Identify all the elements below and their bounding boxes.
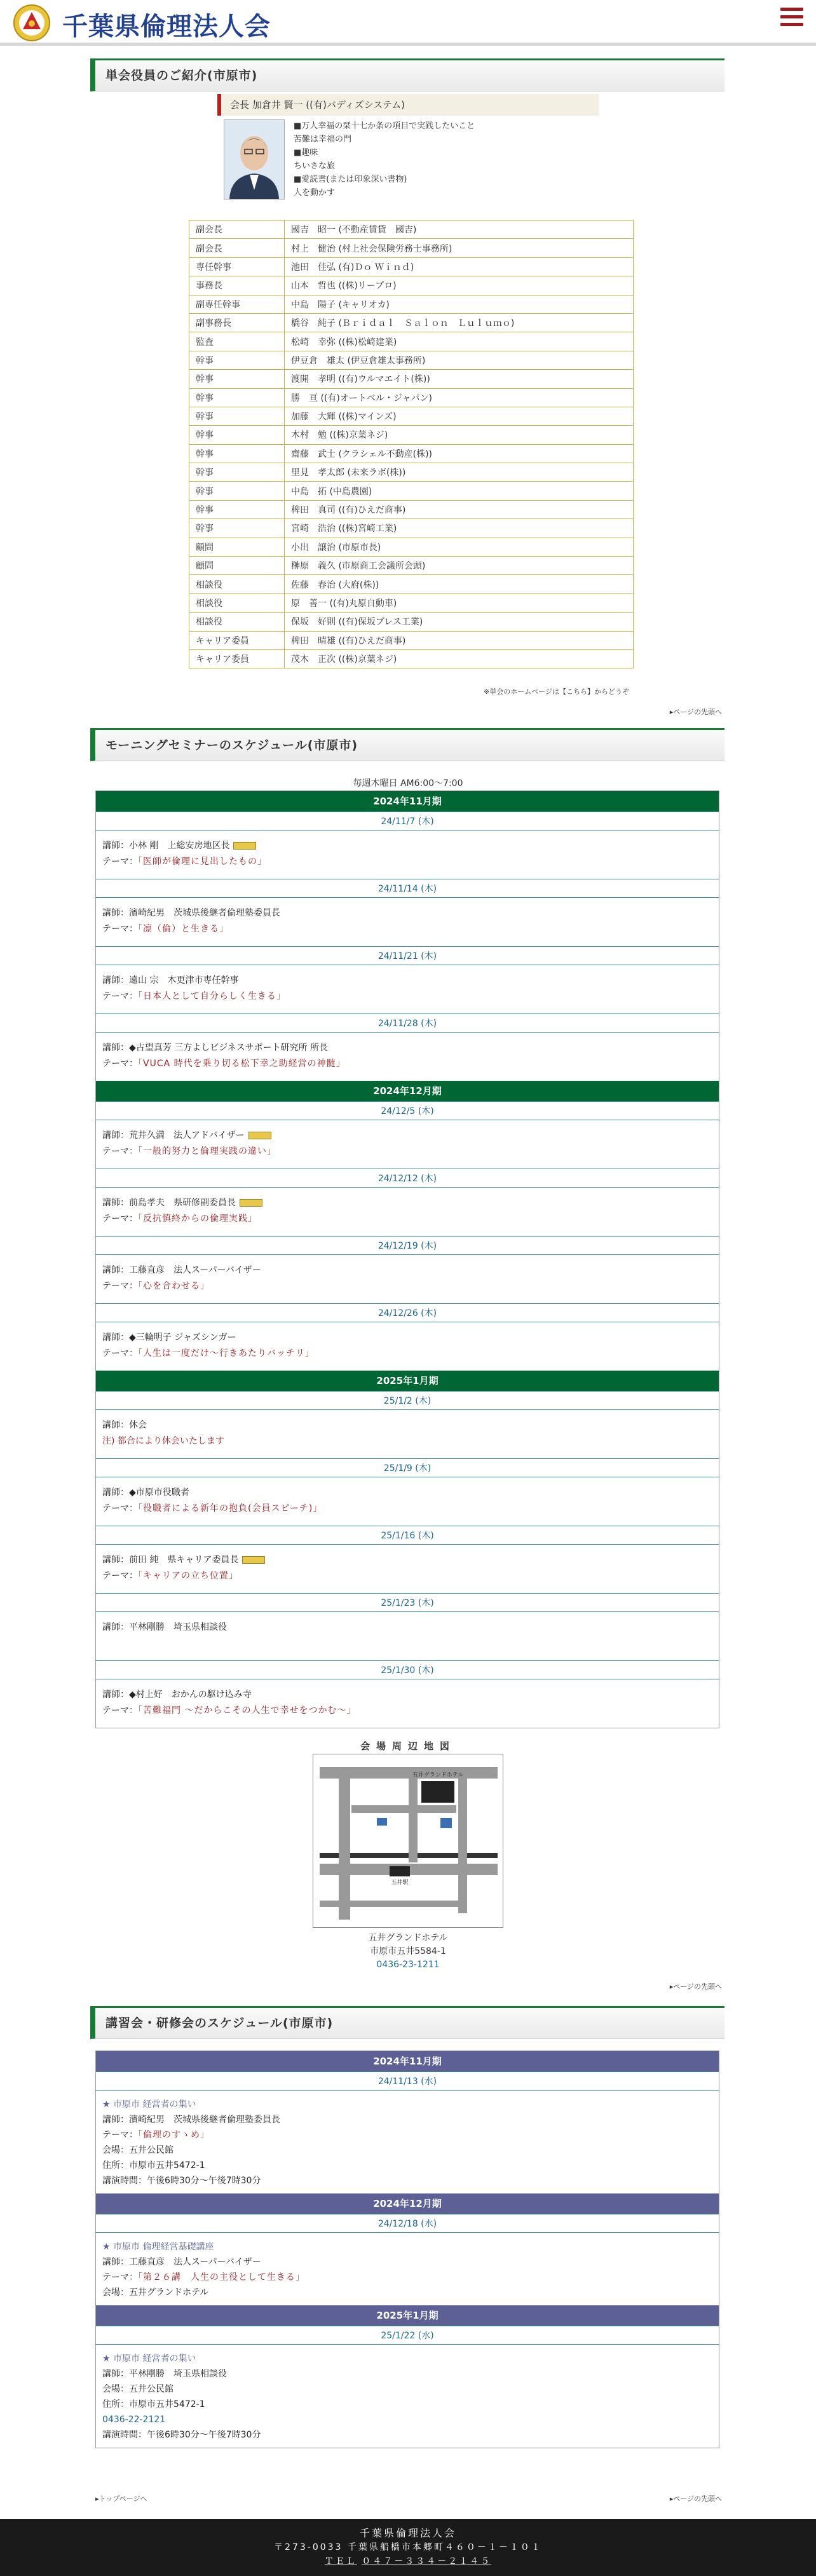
- map-station-label: 五井駅: [391, 1880, 409, 1886]
- officer-role: 幹事: [189, 500, 285, 519]
- officer-name: 山本 哲也 ((株)リープロ): [285, 276, 634, 295]
- officer-name: 榊原 義久 (市原商工会議所会頭): [285, 557, 634, 575]
- theme-text: 「反抗慎終からの倫理実践」: [138, 1214, 257, 1224]
- speaker-text: 講師：荒井久満 法人アドバイザー: [102, 1130, 245, 1141]
- officer-role: キャリア委員: [189, 631, 285, 649]
- profile-badge-icon[interactable]: [233, 842, 256, 850]
- theme-text: 「人生は一度だけ～行きあたりバッチリ」: [138, 1348, 315, 1359]
- event-speaker: [102, 1128, 712, 1144]
- officers-section: [90, 58, 724, 719]
- theme-text: 「医師が倫理に見出したもの」: [138, 857, 267, 867]
- homepage-note[interactable]: ※単会のホームページは【こちら】からどうぞ: [484, 688, 629, 696]
- theme-text: 「第２６講 人生の主役として生きる」: [138, 2272, 305, 2282]
- officer-row: [189, 220, 634, 239]
- theme-label: テーマ：: [102, 1214, 138, 1224]
- officer-row: [189, 593, 634, 612]
- officer-role: 専任幹事: [189, 257, 285, 276]
- event-detail[interactable]: 0436-22-2121: [102, 2415, 166, 2425]
- event-body: [96, 1033, 719, 1081]
- venue-address: 市原市五井5584-1: [370, 1946, 446, 1956]
- speaker-text: 講師：休会: [102, 1420, 147, 1430]
- event-date: 24/11/14 (木): [96, 879, 719, 898]
- officer-role: 幹事: [189, 463, 285, 482]
- event-theme: [102, 921, 712, 937]
- event-body: [96, 830, 719, 879]
- month-header: 2024年12月期: [96, 2193, 719, 2214]
- officer-name: 保坂 好則 ((有)保坂プレス工業): [285, 613, 634, 631]
- officer-name: 伊豆倉 雄太 (伊豆倉雄太事務所): [285, 351, 634, 369]
- month-header: 2024年11月期: [96, 791, 719, 811]
- officer-row: [189, 575, 634, 593]
- event-date: 24/12/18 (水): [96, 2214, 719, 2233]
- section-title: 講習会・研修会のスケジュール(市原市): [90, 2006, 724, 2039]
- event-detail: [102, 2127, 712, 2143]
- event-date: 24/11/21 (木): [96, 946, 719, 965]
- officer-row: [189, 538, 634, 556]
- officer-row: [189, 370, 634, 388]
- officer-row: [189, 295, 634, 313]
- morning-schedule-table: [95, 790, 719, 1728]
- event-speaker: [102, 1040, 712, 1056]
- officer-row: [189, 426, 634, 444]
- month-header: 2024年11月期: [96, 2051, 719, 2071]
- officer-row: [189, 276, 634, 295]
- seminar-subtitle: 毎週木曜日 AM6:00～7:00: [353, 778, 463, 789]
- officer-name: 村上 健治 (村上社会保険労務士事務所): [285, 239, 634, 257]
- officer-name: 稗田 晴雄 ((有)ひえだ商事): [285, 631, 634, 649]
- officers-table: [189, 220, 634, 668]
- event-speaker: [102, 1330, 712, 1346]
- officer-row: [189, 631, 634, 649]
- theme-text: 「一般的努力と倫理実践の違い」: [138, 1146, 276, 1156]
- event-theme: [102, 1211, 712, 1227]
- officer-name: 中島 陽子 (キャリオカ): [285, 295, 634, 313]
- theme-text: 「キャリアの立ち位置」: [138, 1571, 238, 1581]
- venue-name: 五井グランドホテル: [368, 1933, 448, 1943]
- profile-badge-icon[interactable]: [242, 1556, 265, 1564]
- theme-text: 「倫理のすゝめ」: [138, 2130, 210, 2140]
- event-date: 25/1/30 (木): [96, 1660, 719, 1679]
- lecture-section: [90, 2006, 724, 2044]
- officer-name: 中島 拓 (中島農園): [285, 482, 634, 500]
- event-title-link[interactable]: ★ 市原市 経営者の集い: [102, 2354, 196, 2364]
- officer-row: [189, 388, 634, 407]
- officer-name: 木村 勉 ((株)京葉ネジ): [285, 426, 634, 444]
- president-photo: [224, 119, 285, 200]
- officer-row: [189, 257, 634, 276]
- event-date: 25/1/16 (木): [96, 1526, 719, 1545]
- event-detail: 講師：平林剛勝 埼玉県相談役: [102, 2369, 227, 2379]
- speaker-text: 講師：前島孝夫 県研修副委員長: [102, 1198, 236, 1208]
- officer-name: 勝 亘 ((有)オートベル・ジャパン): [285, 388, 634, 407]
- top-page-link[interactable]: ▸トップページへ: [95, 2495, 147, 2503]
- speaker-text: 講師：濱崎紀男 茨城県後継者倫理塾委員長: [102, 908, 280, 918]
- footer-address: 〒273-0033 千葉県船橋市本郷町４６０－１－１０１: [274, 2542, 542, 2552]
- officer-role: 幹事: [189, 351, 285, 369]
- officer-role: 副会長: [189, 239, 285, 257]
- page-top-link[interactable]: ▸ページの先頭へ: [669, 2495, 722, 2503]
- event-speaker: [102, 1195, 712, 1211]
- officer-name: 宮崎 浩治 ((株)宮崎工業): [285, 519, 634, 538]
- officer-row: [189, 613, 634, 631]
- event-theme: [102, 1278, 712, 1294]
- logo-icon[interactable]: [13, 4, 51, 42]
- speaker-text: 講師：遠山 宗 木更津市専任幹事: [102, 975, 239, 986]
- event-theme: 注) 都合により休会いたします: [102, 1436, 224, 1446]
- officer-row: [189, 649, 634, 668]
- president-description: ■万人幸福の栞十七か条の項目で実践したいこと 苦難は幸福の門 ■趣味 ちいさな旅 ■愛読書(または印象深い書物) 人を動かす: [294, 121, 475, 198]
- officer-role: 幹事: [189, 388, 285, 407]
- event-body: [96, 1188, 719, 1236]
- event-detail: 会場：五井公民館: [102, 2145, 173, 2155]
- event-speaker: [102, 1485, 712, 1501]
- theme-label: テーマ：: [102, 1705, 138, 1716]
- venue-map[interactable]: [313, 1754, 503, 1928]
- venue-phone[interactable]: 0436-23-1211: [376, 1960, 440, 1970]
- profile-badge-icon[interactable]: [248, 1132, 271, 1139]
- event-detail: 住所：市原市五井5472-1: [102, 2399, 205, 2410]
- officer-role: 幹事: [189, 444, 285, 463]
- event-theme: [102, 1144, 712, 1160]
- speaker-text: 講師：平林剛勝 埼玉県相談役: [102, 1622, 227, 1632]
- theme-text: 「役職者による新年の抱負(会員スピーチ)」: [138, 1503, 323, 1514]
- officer-role: 顧問: [189, 557, 285, 575]
- site-header: [0, 0, 816, 46]
- page-top-link[interactable]: ▸ページの先頭へ: [669, 1983, 722, 1991]
- theme-label: テーマ：: [102, 1146, 138, 1156]
- officer-role: 相談役: [189, 593, 285, 612]
- event-title-link[interactable]: ★ 市原市 倫理経営基礎講座: [102, 2242, 214, 2252]
- theme-label: テーマ：: [102, 1571, 138, 1581]
- officer-row: [189, 313, 634, 332]
- officer-role: 副専任幹事: [189, 295, 285, 313]
- event-body: [96, 965, 719, 1013]
- speaker-text: 講師：◆古望真芳 三方よしビジネスサポート研究所 所長: [102, 1043, 328, 1053]
- event-speaker: [102, 1418, 712, 1434]
- event-date: 24/11/7 (木): [96, 811, 719, 830]
- theme-text: 「凛（倫）と生きる」: [138, 924, 229, 934]
- officer-name: 齋藤 武士 (クラシェル不動産(株)): [285, 444, 634, 463]
- event-date: 24/11/13 (水): [96, 2071, 719, 2091]
- month-header: 2024年12月期: [96, 1081, 719, 1101]
- event-body: [96, 2345, 719, 2448]
- event-body: [96, 1322, 719, 1371]
- event-date: 24/12/26 (木): [96, 1303, 719, 1322]
- event-detail: 会場：五井グランドホテル: [102, 2288, 209, 2298]
- officer-role: 幹事: [189, 370, 285, 388]
- theme-label: テーマ：: [102, 857, 138, 867]
- event-date: 24/12/12 (木): [96, 1169, 719, 1188]
- officer-role: キャリア委員: [189, 649, 285, 668]
- event-body: [96, 1545, 719, 1593]
- theme-label: テーマ：: [102, 1348, 138, 1359]
- event-detail: 住所：市原市五井5472-1: [102, 2160, 205, 2171]
- section-title: 単会役員のご紹介(市原市): [90, 58, 724, 92]
- theme-label: テーマ：: [102, 924, 138, 934]
- event-body: [96, 1255, 719, 1303]
- event-speaker: [102, 973, 712, 989]
- president-name: 会長 加倉井 賢一 ((有)バディズシステム): [217, 94, 599, 116]
- event-body: [96, 2091, 719, 2193]
- event-body: [96, 2233, 719, 2305]
- theme-label: テーマ：: [102, 1503, 138, 1514]
- officer-row: [189, 557, 634, 575]
- event-theme: [102, 1501, 712, 1517]
- officer-role: 顧問: [189, 538, 285, 556]
- officer-name: 國吉 昭一 (不動産賃貸 國吉): [285, 220, 634, 239]
- event-speaker: [102, 905, 712, 921]
- month-header: 2025年1月期: [96, 1371, 719, 1391]
- event-speaker: [102, 1687, 712, 1703]
- event-detail: 講演時間：午後6時30分～午後7時30分: [102, 2176, 261, 2186]
- officer-row: [189, 239, 634, 257]
- event-theme: [102, 989, 712, 1005]
- theme-text: 「日本人として自分らしく生きる」: [138, 991, 286, 1001]
- section-title: モーニングセミナーのスケジュール(市原市): [90, 728, 724, 761]
- event-body: [96, 1410, 719, 1458]
- lecture-schedule-table: [95, 2051, 719, 2448]
- event-detail: 講師：工藤直彦 法人スーパーバイザー: [102, 2257, 261, 2267]
- officer-name: 原 善一 ((有)丸原自動車): [285, 593, 634, 612]
- event-date: 25/1/23 (木): [96, 1593, 719, 1612]
- officer-name: 茂木 正次 ((株)京葉ネジ): [285, 649, 634, 668]
- officer-role: 幹事: [189, 426, 285, 444]
- officer-row: [189, 519, 634, 538]
- officer-name: 里見 孝太郎 (未来ラボ(株)): [285, 463, 634, 482]
- officer-role: 監査: [189, 332, 285, 351]
- officer-name: 小出 譲治 (市原市長): [285, 538, 634, 556]
- page-top-link[interactable]: ▸ページの先頭へ: [669, 708, 722, 716]
- event-speaker: [102, 1620, 712, 1636]
- footer-org: 千葉県倫理法人会: [359, 2527, 456, 2539]
- theme-label: テーマ：: [102, 2130, 138, 2140]
- theme-label: テーマ：: [102, 1281, 138, 1291]
- event-detail: 会場：五井公民館: [102, 2384, 173, 2394]
- event-theme: [102, 1703, 712, 1719]
- event-title-link[interactable]: ★ 市原市 経営者の集い: [102, 2099, 196, 2110]
- officer-role: 幹事: [189, 519, 285, 538]
- officer-row: [189, 500, 634, 519]
- event-body: [96, 1120, 719, 1169]
- footer-phone[interactable]: ＴＥＬ ０４７－３３４－２１４５: [324, 2556, 492, 2566]
- event-date: 24/11/28 (木): [96, 1013, 719, 1033]
- map-hotel-label: 五井グランドホテル: [412, 1772, 464, 1779]
- theme-label: テーマ：: [102, 991, 138, 1001]
- event-theme: [102, 1056, 712, 1072]
- event-detail: [102, 2270, 712, 2285]
- event-date: 25/1/2 (木): [96, 1391, 719, 1410]
- officer-name: 池田 佳弘 (有)Ｄｏ Ｗｉｎｄ): [285, 257, 634, 276]
- theme-label: テーマ：: [102, 1059, 138, 1069]
- officer-name: 橋谷 純子 (Ｂｒｉｄａｌ Ｓａｌｏｎ Ｌｕｌｕｍｏ): [285, 313, 634, 332]
- event-date: 25/1/22 (水): [96, 2326, 719, 2345]
- event-body: [96, 1477, 719, 1526]
- officer-role: 副会長: [189, 220, 285, 239]
- event-theme: [102, 1568, 712, 1584]
- event-speaker: [102, 1263, 712, 1278]
- event-theme: [102, 854, 712, 870]
- footer: [0, 2519, 816, 2576]
- officer-row: [189, 351, 634, 369]
- officer-row: [189, 332, 634, 351]
- theme-text: 「苦難福門 ～だからこその人生で幸せをつかむ～」: [138, 1705, 357, 1716]
- month-header: 2025年1月期: [96, 2305, 719, 2326]
- officer-role: 副事務長: [189, 313, 285, 332]
- officer-row: [189, 463, 634, 482]
- event-speaker: [102, 838, 712, 854]
- theme-label: テーマ：: [102, 2272, 138, 2282]
- event-date: 24/12/5 (木): [96, 1101, 719, 1120]
- event-detail: 講師：濱崎紀男 茨城県後継者倫理塾委員長: [102, 2115, 280, 2125]
- site-title[interactable]: 千葉県倫理法人会: [62, 12, 271, 41]
- officer-name: 渡開 孝明 ((有)ウルマエイト(株)): [285, 370, 634, 388]
- officer-row: [189, 407, 634, 425]
- officer-name: 加藤 大輝 ((株)マインズ): [285, 407, 634, 425]
- map-title: 会場周辺地図: [360, 1740, 456, 1752]
- event-body: [96, 1679, 719, 1728]
- officer-role: 事務長: [189, 276, 285, 295]
- event-body: [96, 898, 719, 946]
- event-body: [96, 1612, 719, 1660]
- profile-badge-icon[interactable]: [240, 1199, 262, 1207]
- officer-role: 幹事: [189, 407, 285, 425]
- speaker-text: 講師：小林 剛 上総安房地区長: [102, 841, 230, 851]
- event-date: 24/12/19 (木): [96, 1236, 719, 1255]
- officer-role: 幹事: [189, 482, 285, 500]
- event-date: 25/1/9 (木): [96, 1458, 719, 1477]
- speaker-text: 講師：◆村上好 おかんの駆け込み寺: [102, 1690, 252, 1700]
- hamburger-menu-icon[interactable]: [780, 8, 803, 29]
- venue-info: [0, 1932, 816, 1972]
- theme-text: 「心を合わせる」: [138, 1281, 210, 1291]
- speaker-text: 講師：◆市原市役職者: [102, 1488, 189, 1498]
- speaker-text: 講師：◆三輪明子 ジャズシンガー: [102, 1332, 236, 1343]
- speaker-text: 講師：前田 純 県キャリア委員長: [102, 1555, 239, 1565]
- event-speaker: [102, 1552, 712, 1568]
- officer-role: 相談役: [189, 613, 285, 631]
- event-detail: 講演時間：午後6時30分～午後7時30分: [102, 2430, 261, 2440]
- officer-row: [189, 482, 634, 500]
- officer-name: 松崎 幸弥 ((株)松崎建業): [285, 332, 634, 351]
- officer-name: 佐藤 春治 (大府(株)): [285, 575, 634, 593]
- officer-role: 相談役: [189, 575, 285, 593]
- officer-row: [189, 444, 634, 463]
- speaker-text: 講師：工藤直彦 法人スーパーバイザー: [102, 1265, 261, 1275]
- theme-text: 「VUCA 時代を乗り切る松下幸之助経営の神髄」: [138, 1059, 346, 1069]
- event-theme: [102, 1346, 712, 1362]
- officer-name: 稗田 真司 ((有)ひえだ商事): [285, 500, 634, 519]
